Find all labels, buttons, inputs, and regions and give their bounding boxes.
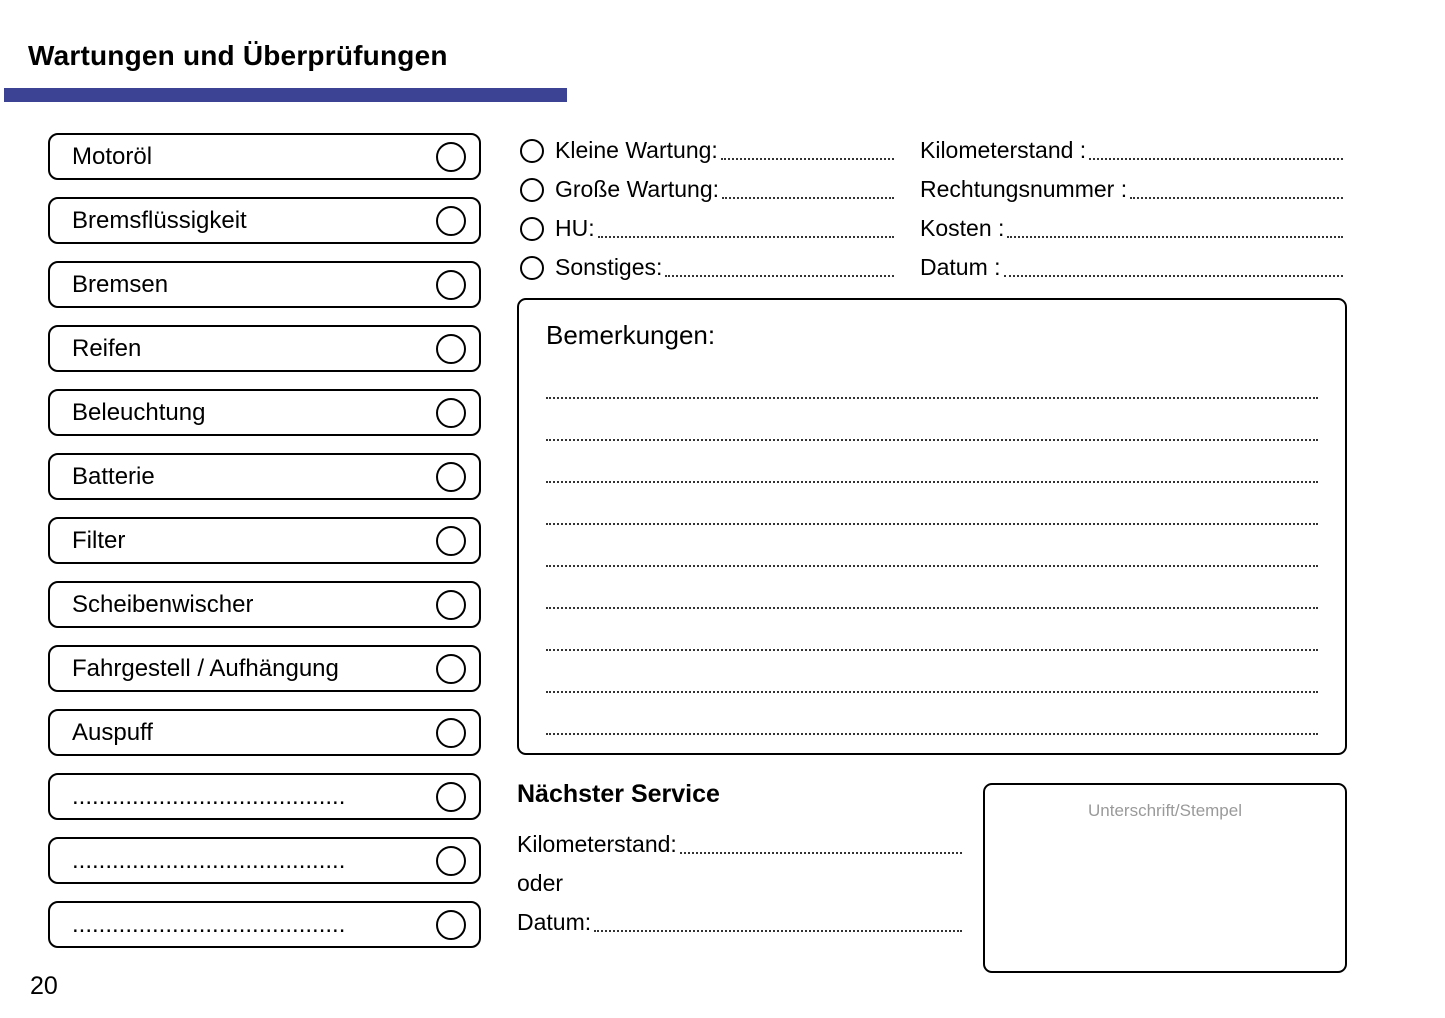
checkbox-circle[interactable]: [436, 526, 466, 556]
detail-label: Datum :: [920, 254, 1001, 280]
checklist-row: [48, 581, 481, 628]
remarks-title: Bemerkungen:: [546, 320, 716, 350]
oder-label: oder: [517, 870, 564, 896]
checklist-row: [48, 261, 481, 308]
checklist-label: Filter: [72, 526, 126, 554]
next-service-date-label: Datum:: [517, 909, 592, 935]
service-detail-fields: [920, 131, 1343, 287]
checkbox-circle[interactable]: [436, 270, 466, 300]
fill-in-line[interactable]: [1007, 220, 1343, 238]
radio-circle[interactable]: [520, 256, 544, 280]
checklist-row: [48, 517, 481, 564]
radio-circle[interactable]: [520, 217, 544, 241]
next-service-km-row: [517, 825, 962, 864]
detail-row: [920, 248, 1343, 287]
checklist-label: Reifen: [72, 334, 142, 362]
checkbox-circle[interactable]: [436, 398, 466, 428]
radio-circle[interactable]: [520, 178, 544, 202]
checkbox-circle[interactable]: [436, 462, 466, 492]
next-service-title: Nächster Service: [517, 780, 720, 808]
detail-row: [920, 131, 1343, 170]
fill-in-line[interactable]: [1089, 142, 1343, 160]
checklist-row-blank: [48, 837, 481, 884]
checklist-label: Scheibenwischer: [72, 590, 254, 618]
detail-row: [920, 170, 1343, 209]
checklist-label: Motoröl: [72, 142, 153, 170]
signature-stamp-box[interactable]: [983, 783, 1347, 973]
service-option-row: [520, 131, 894, 170]
page-number: 20: [30, 972, 58, 1000]
checklist-row: [48, 709, 481, 756]
checklist-label: Fahrgestell / Aufhängung: [72, 654, 339, 682]
checklist-label: Bremsflüssigkeit: [72, 206, 247, 234]
checkbox-circle[interactable]: [436, 590, 466, 620]
fill-in-line[interactable]: [594, 914, 962, 932]
checklist-row-blank: [48, 901, 481, 948]
fill-in-line[interactable]: [722, 181, 894, 199]
remarks-box: [517, 298, 1347, 755]
checklist-label: Bremsen: [72, 270, 169, 298]
checklist-row-blank: [48, 773, 481, 820]
checklist-row: [48, 645, 481, 692]
remarks-line[interactable]: [546, 483, 1318, 525]
remarks-line[interactable]: [546, 525, 1318, 567]
title-underline-bar: [4, 88, 567, 102]
service-option-row: [520, 209, 894, 248]
checkbox-circle[interactable]: [436, 782, 466, 812]
detail-label: Kilometerstand :: [920, 137, 1087, 163]
remarks-line[interactable]: [546, 693, 1318, 735]
service-option-row: [520, 170, 894, 209]
checklist-label: Batterie: [72, 462, 155, 490]
service-type-options: [520, 131, 894, 287]
remarks-line[interactable]: [546, 399, 1318, 441]
checkbox-circle[interactable]: [436, 718, 466, 748]
service-option-label: Kleine Wartung:: [555, 137, 718, 163]
remarks-lines: [546, 357, 1318, 735]
checklist-row: [48, 197, 481, 244]
checkbox-circle[interactable]: [436, 846, 466, 876]
remarks-line[interactable]: [546, 441, 1318, 483]
fill-in-line[interactable]: [1004, 259, 1343, 277]
checkbox-circle[interactable]: [436, 910, 466, 940]
service-option-label: HU:: [555, 215, 595, 241]
checklist-label: Auspuff: [72, 718, 153, 746]
detail-label: Kosten :: [920, 215, 1005, 241]
remarks-line[interactable]: [546, 609, 1318, 651]
signature-label: Unterschrift/Stempel: [1088, 801, 1242, 820]
fill-in-line[interactable]: [1130, 181, 1343, 199]
checklist-label: Beleuchtung: [72, 398, 206, 426]
fill-in-line[interactable]: [680, 836, 962, 854]
page-title: Wartungen und Überprüfungen: [28, 40, 448, 71]
checklist-blank-label[interactable]: .........................................: [72, 910, 346, 938]
checklist-row: [48, 453, 481, 500]
service-option-row: [520, 248, 894, 287]
checkbox-circle[interactable]: [436, 334, 466, 364]
checkbox-circle[interactable]: [436, 142, 466, 172]
remarks-line[interactable]: [546, 567, 1318, 609]
fill-in-line[interactable]: [721, 142, 894, 160]
checklist-blank-label[interactable]: .........................................: [72, 846, 346, 874]
checkbox-circle[interactable]: [436, 654, 466, 684]
fill-in-line[interactable]: [665, 259, 894, 277]
checklist-row: [48, 133, 481, 180]
remarks-line[interactable]: [546, 651, 1318, 693]
remarks-line[interactable]: [546, 357, 1318, 399]
service-option-label: Große Wartung:: [555, 176, 720, 202]
detail-row: [920, 209, 1343, 248]
inspection-checklist: [48, 133, 481, 948]
checklist-row: [48, 325, 481, 372]
next-service-section: [517, 780, 962, 942]
detail-label: Rechtungsnummer :: [920, 176, 1128, 202]
next-service-km-label: Kilometerstand:: [517, 831, 677, 857]
fill-in-line[interactable]: [598, 220, 894, 238]
next-service-date-row: [517, 903, 962, 942]
next-service-oder-row: [517, 864, 962, 903]
service-option-label: Sonstiges:: [555, 254, 663, 280]
radio-circle[interactable]: [520, 139, 544, 163]
checklist-row: [48, 389, 481, 436]
checkbox-circle[interactable]: [436, 206, 466, 236]
checklist-blank-label[interactable]: .........................................: [72, 782, 346, 810]
